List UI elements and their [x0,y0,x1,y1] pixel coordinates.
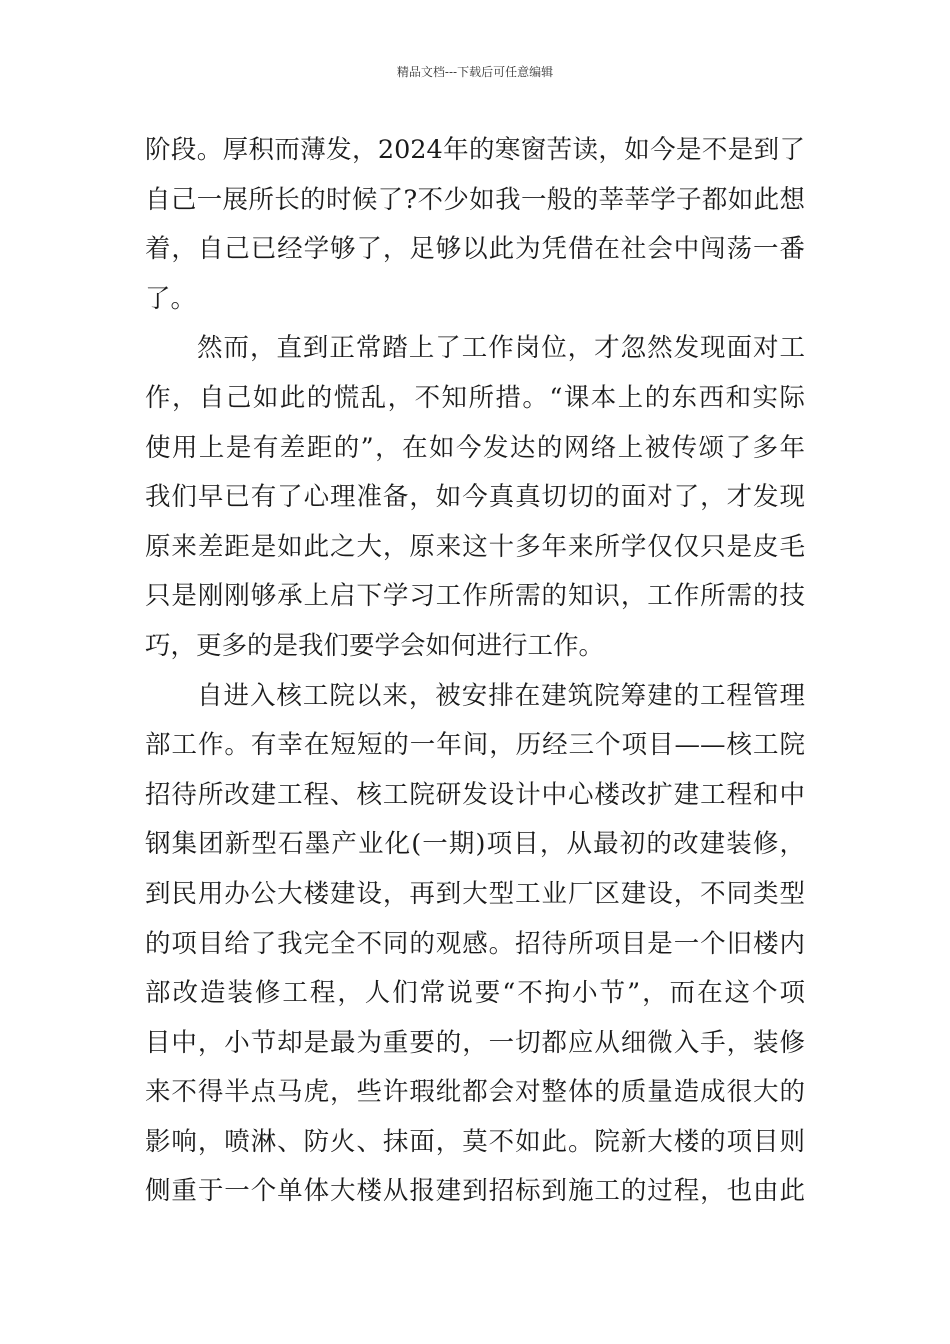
text-line: 只是刚刚够承上启下学习工作所需的知识，工作所需的技 [145,581,805,612]
text-line: 部工作。有幸在短短的一年间，历经三个项目——核工院 [145,730,805,761]
paragraph-2 [145,324,805,671]
paragraph-1 [145,126,805,324]
text-line: 原来差距是如此之大，原来这十多年来所学仅仅只是皮毛 [145,531,805,562]
text-line: 部改造装修工程，人们常说要“不拘小节”，而在这个项 [145,978,805,1009]
text-line: 然而，直到正常踏上了工作岗位，才忽然发现面对工 [197,333,805,364]
text-line: 影响，喷淋、防火、抹面，莫不如此。院新大楼的项目则 [145,1126,805,1157]
text-line: 我们早已有了心理准备，如今真真切切的面对了，才发现 [145,482,805,513]
body-text [145,126,805,1217]
text-line: 阶段。厚积而薄发，2024年的寒窗苦读，如今是不是到了 [145,135,805,165]
text-line: 了。 [145,283,197,314]
text-line: 的项目给了我完全不同的观感。招待所项目是一个旧楼内 [145,928,805,959]
text-line: 来不得半点马虎，些许瑕纰都会对整体的质量造成很大的 [145,1077,805,1108]
text-line: 着，自己已经学够了，足够以此为凭借在社会中闯荡一番 [145,234,805,265]
text-line: 自进入核工院以来，被安排在建筑院筹建的工程管理 [197,680,805,711]
text-line: 作，自己如此的慌乱，不知所措。“课本上的东西和实际 [145,382,805,413]
text-line: 自己一展所长的时候了?不少如我一般的莘莘学子都如此想 [145,184,805,215]
text-line: 使用上是有差距的”，在如今发达的网络上被传颂了多年 [145,432,805,463]
text-line: 侧重于一个单体大楼从报建到招标到施工的过程，也由此 [145,1176,805,1207]
text-line: 招待所改建工程、核工院研发设计中心楼改扩建工程和中 [145,779,805,810]
paragraph-3 [145,672,805,1218]
text-line: 目中，小节却是最为重要的，一切都应从细微入手，装修 [145,1027,805,1058]
page-header: 精品文档---下载后可任意编辑 [396,65,554,79]
text-line: 到民用办公大楼建设，再到大型工业厂区建设，不同类型 [145,878,805,909]
text-line: 巧，更多的是我们要学会如何进行工作。 [145,630,605,661]
text-line: 钢集团新型石墨产业化(一期)项目，从最初的改建装修， [145,829,805,860]
